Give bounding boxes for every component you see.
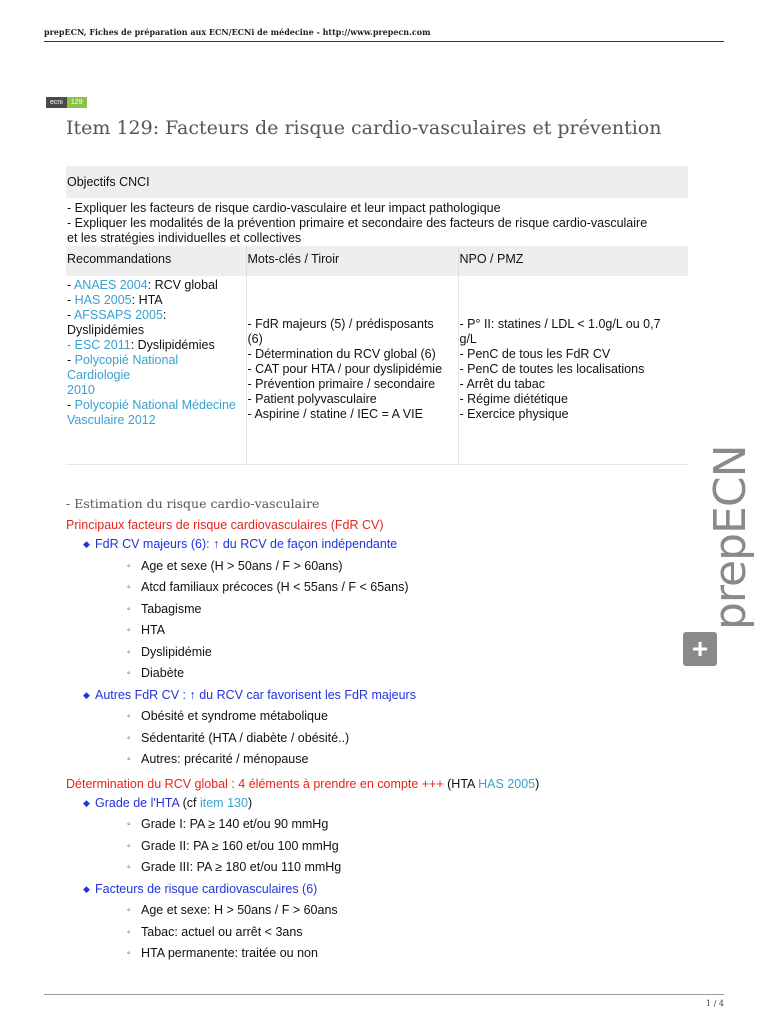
rcv-list [66, 793, 626, 965]
reco-line: - ANAES 2004: RCV global [67, 278, 218, 292]
mots-cles-line: - Aspirine / statine / IEC = A VIE [247, 407, 423, 422]
mots-cles-line: - Prévention primaire / secondaire [247, 377, 436, 392]
circle-bullet-icon: ◦ [127, 711, 131, 722]
section-title: - Estimation du risque cardio-vasculaire [66, 496, 320, 511]
list-item: ◦ Grade III: PA ≥ 180 et/ou 110 mmHg [95, 857, 626, 879]
recommandations-table [66, 246, 688, 465]
list-item: ◦ HTA [95, 620, 626, 642]
reco-line [67, 368, 244, 383]
up-arrow-icon: ↑ [213, 537, 220, 551]
grade-label: Grade de l'HTA [95, 795, 180, 810]
fdr-list [66, 534, 626, 771]
page-number: 1 / 4 [706, 999, 724, 1008]
circle-bullet-icon: ◦ [127, 668, 131, 679]
list-item: ◦ Diabète [95, 663, 626, 685]
circle-bullet-icon: ◦ [127, 603, 131, 615]
list-item: ◦ HTA permanente: traitée ou non [95, 943, 626, 965]
bullet-icon: ◆ [83, 797, 90, 808]
npo-line: - PenC de toutes les localisations [459, 362, 645, 377]
reco-line: - Polycopié National [67, 353, 179, 367]
badge-number: 129 [67, 97, 87, 108]
objectifs-heading: Objectifs CNCI [66, 166, 688, 198]
reco-line [67, 383, 244, 398]
reco-line: - HAS 2005: HTA [67, 293, 163, 307]
majeurs-sublist [95, 556, 626, 685]
list-item: ◦ Grade II: PA ≥ 160 et/ou 100 mmHg [95, 836, 626, 858]
npo-line: - P° II: statines / LDL < 1.0g/L ou 0,7 [459, 317, 661, 332]
recommandations-cell [66, 276, 246, 464]
circle-bullet-icon: ◦ [127, 560, 131, 572]
autres-label: Autres FdR CV : [95, 687, 190, 702]
document-header: prepECN, Fiches de préparation aux ECN/ECNi de médecine - http://www.prepecn.com [44, 27, 431, 37]
list-item: ◦ Age et sexe: H > 50ans / F > 60ans [95, 900, 626, 922]
npo-line: - Exercice physique [459, 407, 569, 422]
mots-cles-cell [246, 276, 458, 464]
autres-sublist [95, 706, 626, 771]
list-item [66, 534, 626, 685]
list-item: ◦ Dyslipidémie [95, 642, 626, 664]
objectifs-table [66, 166, 688, 247]
reco-line: - Polycopié National Médecine [67, 398, 236, 412]
circle-bullet-icon: ◦ [127, 754, 131, 765]
objectifs-body [66, 198, 688, 247]
list-item: ◦ Autres: précarité / ménopause [95, 749, 626, 771]
npo-cell [458, 276, 688, 464]
mots-cles-line: - FdR majeurs (5) / prédisposants [247, 317, 434, 332]
reco-line [67, 413, 244, 428]
reco-link-polycopie-vasc[interactable]: Vasculaire 2012 [67, 413, 156, 427]
reco-link-polycopie-cardio[interactable]: Cardiologie [67, 368, 131, 382]
col-header-recommandations: Recommandations [66, 246, 246, 276]
list-item: ◦ Tabac: actuel ou arrêt < 3ans [95, 922, 626, 944]
col-header-mots-cles: Mots-clés / Tiroir [246, 246, 458, 276]
page-title: Item 129: Facteurs de risque cardio-vasculaires et prévention [66, 117, 662, 139]
npo-line: - PenC de tous les FdR CV [459, 347, 611, 362]
list-item [66, 685, 626, 771]
facteurs-label: Facteurs de risque cardiovasculaires (6) [95, 881, 318, 896]
facteurs-sublist [95, 900, 626, 965]
mots-cles-line: - CAT pour HTA / pour dyslipidémie [247, 362, 443, 377]
majeurs-label: FdR CV majeurs (6): [95, 537, 214, 551]
circle-bullet-icon: ◦ [127, 840, 131, 852]
list-item: ◦ Sédentarité (HTA / diabète / obésité..) [95, 728, 626, 750]
prepecn-logo: prepECN [705, 445, 756, 630]
npo-line: g/L [459, 332, 477, 347]
rcv-link-has[interactable]: HAS 2005 [478, 776, 536, 791]
circle-bullet-icon: ◦ [127, 625, 131, 636]
bullet-icon: ◆ [83, 539, 90, 549]
npo-line: - Arrêt du tabac [459, 377, 545, 392]
item-130-link[interactable]: item 130 [199, 795, 248, 810]
mots-cles-line: - Détermination du RCV global (6) [247, 347, 436, 362]
reco-link-anaes[interactable]: ANAES 2004 [73, 278, 148, 292]
circle-bullet-icon: ◦ [127, 819, 131, 830]
reco-link-polycopie-cardio[interactable]: Polycopié National [74, 353, 179, 367]
reco-line: - ESC 2011: Dyslipidémies [67, 338, 215, 352]
reco-line: - AFSSAPS 2005: [67, 308, 167, 322]
reco-link-polycopie-vasc[interactable]: Polycopié National Médecine [74, 398, 236, 412]
reco-link-has[interactable]: HAS 2005 [74, 293, 132, 307]
reco-line: Dyslipidémies [67, 323, 145, 337]
content-body [66, 517, 626, 965]
mots-cles-line: (6) [247, 332, 263, 347]
up-arrow-icon: ↑ [189, 687, 196, 702]
objectif-line: et les stratégies individuelles et collectives [67, 231, 302, 245]
list-item: ◦ Grade I: PA ≥ 140 et/ou 90 mmHg [95, 814, 626, 836]
mots-cles-line: - Patient polyvasculaire [247, 392, 377, 407]
circle-bullet-icon: ◦ [127, 646, 131, 658]
reco-link-esc[interactable]: - ESC 2011 [67, 338, 131, 352]
circle-bullet-icon: ◦ [127, 926, 131, 938]
reco-link-afssaps[interactable]: AFSSAPS 2005 [73, 308, 163, 322]
circle-bullet-icon: ◦ [127, 862, 131, 873]
footer-divider [44, 994, 724, 995]
rcv-heading: Détermination du RCV global : 4 éléments à prendre en compte +++ (HTA HAS 2005) [66, 776, 540, 791]
npo-line: - Régime diététique [459, 392, 568, 407]
circle-bullet-icon: ◦ [127, 905, 131, 916]
bullet-icon: ◆ [83, 883, 90, 894]
list-item: ◦ Obésité et syndrome métabolique [95, 706, 626, 728]
col-header-npo: NPO / PMZ [458, 246, 688, 276]
plus-icon: + [683, 632, 717, 666]
list-item: ◆ Grade de l'HTA (cf item 130) ◦ Grade I: PA ≥ 140 et/ou 90 mmHg ◦ Grade II: PA ≥ 160 et/ou 100 mmHg ◦ Grade III: PA ≥ 180 et/ou 110 mmHg [66, 793, 626, 879]
reco-link-polycopie-cardio[interactable]: 2010 [67, 383, 95, 397]
list-item [66, 879, 626, 965]
objectif-line: - Expliquer les modalités de la prévention primaire et secondaire des facteurs de risque cardio-vasculaire [67, 216, 648, 230]
autres-rest: du RCV car favorisent les FdR majeurs [195, 687, 416, 702]
majeurs-rest: du RCV de façon indépendante [219, 537, 398, 551]
list-item: ◦ Age et sexe (H > 50ans / F > 60ans) [95, 556, 626, 578]
fdr-heading: Principaux facteurs de risque cardiovasculaires (FdR CV) [66, 518, 384, 532]
header-divider [44, 41, 724, 42]
circle-bullet-icon: ◦ [127, 948, 131, 959]
circle-bullet-icon: ◦ [127, 582, 131, 593]
grade-sublist [95, 814, 626, 879]
circle-bullet-icon: ◦ [127, 732, 131, 744]
badge-label: ecni [46, 97, 67, 108]
bullet-icon: ◆ [83, 689, 90, 700]
list-item: ◦ Tabagisme [95, 599, 626, 621]
objectif-line: - Expliquer les facteurs de risque cardio-vasculaire et leur impact pathologique [67, 201, 501, 215]
item-badge [46, 97, 87, 108]
list-item: ◦ Atcd familiaux précoces (H < 55ans / F < 65ans) [95, 577, 626, 599]
